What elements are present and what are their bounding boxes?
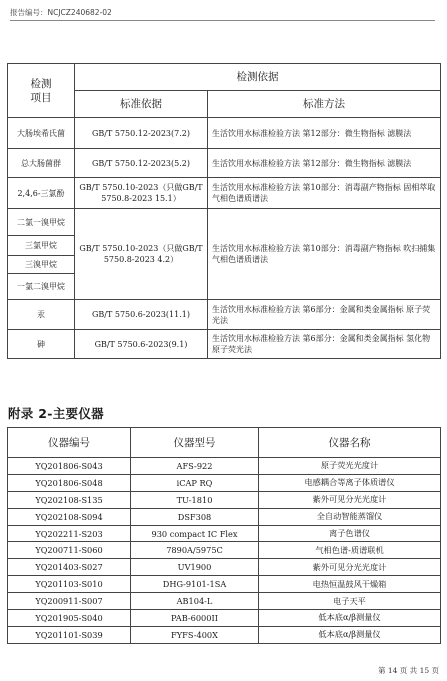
standard-cell: GB/T 5750.12-2023(5.2) (75, 149, 208, 178)
header-standard-method: 标准方法 (208, 91, 441, 118)
page-number: 第 14 页 共 15 页 (377, 666, 439, 675)
instrument-name: 原子荧光光度计 (259, 458, 441, 475)
report-number: 报告编号：NCJCZ240682-02 (10, 8, 112, 17)
header-test-basis: 检测依据 (75, 64, 441, 91)
table-row (8, 330, 441, 359)
table-row (8, 458, 441, 475)
item-cell: 三溴甲烷 (8, 256, 75, 274)
standard-cell: GB/T 5750.6-2023(11.1) (75, 300, 208, 330)
table-row (8, 542, 441, 559)
instrument-name: 低本底α/β测量仪 (259, 626, 441, 643)
instrument-model: AFS-922 (131, 458, 259, 475)
table-row (8, 576, 441, 593)
standard-cell: GB/T 5750.6-2023(9.1) (75, 330, 208, 359)
instrument-name: 气相色谱-质谱联机 (259, 542, 441, 559)
header-instrument-model: 仪器型号 (131, 428, 259, 458)
table-row (8, 491, 441, 508)
item-cell: 大肠埃希氏菌 (8, 118, 75, 149)
appendix-title: 附录 2-主要仪器 (8, 406, 104, 421)
item-cell: 总大肠菌群 (8, 149, 75, 178)
item-cell: 二氯一溴甲烷 (8, 209, 75, 236)
item-cell: 2,4,6-三氯酚 (8, 178, 75, 209)
instrument-no: YQ202108-S094 (8, 508, 131, 525)
standard-cell: GB/T 5750.12-2023(7.2) (75, 118, 208, 149)
table-row (8, 149, 441, 178)
table-row (8, 178, 441, 209)
method-cell: 生活饮用水标准检验方法 第6部分：金属和类金属指标 氢化物原子荧光法 (208, 330, 441, 359)
standard-cell: GB/T 5750.10-2023（只做GB/T 5750.8-2023 15.1） (75, 178, 208, 209)
instrument-name: 紫外可见分光光度计 (259, 491, 441, 508)
table-row (8, 508, 441, 525)
header-divider (10, 20, 435, 21)
instrument-model: DHG-9101-1SA (131, 576, 259, 593)
test-basis-table (7, 63, 441, 359)
table-header-row (8, 428, 441, 458)
method-cell: 生活饮用水标准检验方法 第10部分：消毒副产物指标 固相萃取气相色谱质谱法 (208, 178, 441, 209)
instrument-model: iCAP RQ (131, 474, 259, 491)
instrument-no: YQ202108-S135 (8, 491, 131, 508)
table-row (8, 209, 441, 236)
instrument-no: YQ201403-S027 (8, 559, 131, 576)
instrument-model: PAB-6000II (131, 610, 259, 627)
instrument-name: 紫外可见分光光度计 (259, 559, 441, 576)
method-cell: 生活饮用水标准检验方法 第6部分：金属和类金属指标 原子荧光法 (208, 300, 441, 330)
instrument-name: 电感耦合等离子体质谱仪 (259, 474, 441, 491)
header-instrument-name: 仪器名称 (259, 428, 441, 458)
standard-cell: GB/T 5750.10-2023（只做GB/T 5750.8-2023 4.2） (75, 209, 208, 300)
instrument-no: YQ201101-S039 (8, 626, 131, 643)
table-row (8, 559, 441, 576)
table-row (8, 610, 441, 627)
instrument-name: 离子色谱仪 (259, 525, 441, 542)
instrument-no: YQ201806-S043 (8, 458, 131, 475)
header-test-item: 检测 项目 (8, 64, 75, 118)
item-cell: 一氯二溴甲烷 (8, 274, 75, 300)
instrument-model: AB104-L (131, 593, 259, 610)
instrument-name: 低本底α/β测量仪 (259, 610, 441, 627)
instrument-name: 电子天平 (259, 593, 441, 610)
instrument-model: DSF308 (131, 508, 259, 525)
instrument-model: 930 compact IC Flex (131, 525, 259, 542)
method-cell: 生活饮用水标准检验方法 第12部分：微生物指标 滤膜法 (208, 149, 441, 178)
table-row (8, 525, 441, 542)
item-cell: 汞 (8, 300, 75, 330)
header-standard-basis: 标准依据 (75, 91, 208, 118)
instrument-model: 7890A/5975C (131, 542, 259, 559)
instrument-name: 全自动智能蒸馏仪 (259, 508, 441, 525)
instrument-no: YQ202211-S203 (8, 525, 131, 542)
table-row (8, 300, 441, 330)
method-cell: 生活饮用水标准检验方法 第12部分：微生物指标 滤膜法 (208, 118, 441, 149)
table-header-row (8, 64, 441, 91)
table-row (8, 118, 441, 149)
instrument-model: TU-1810 (131, 491, 259, 508)
table-row (8, 626, 441, 643)
instrument-name: 电热恒温鼓风干燥箱 (259, 576, 441, 593)
item-cell: 三氯甲烷 (8, 236, 75, 256)
method-cell: 生活饮用水标准检验方法 第10部分：消毒副产物指标 吹扫捕集气相色谱质谱法 (208, 209, 441, 300)
instrument-no: YQ201806-S048 (8, 474, 131, 491)
instrument-table (7, 427, 441, 644)
instrument-no: YQ201103-S010 (8, 576, 131, 593)
header-instrument-no: 仪器编号 (8, 428, 131, 458)
instrument-no: YQ201905-S040 (8, 610, 131, 627)
table-row (8, 593, 441, 610)
instrument-no: YQ200711-S060 (8, 542, 131, 559)
instrument-no: YQ200911-S007 (8, 593, 131, 610)
instrument-model: UV1900 (131, 559, 259, 576)
item-cell: 砷 (8, 330, 75, 359)
instrument-model: FYFS-400X (131, 626, 259, 643)
table-row (8, 474, 441, 491)
